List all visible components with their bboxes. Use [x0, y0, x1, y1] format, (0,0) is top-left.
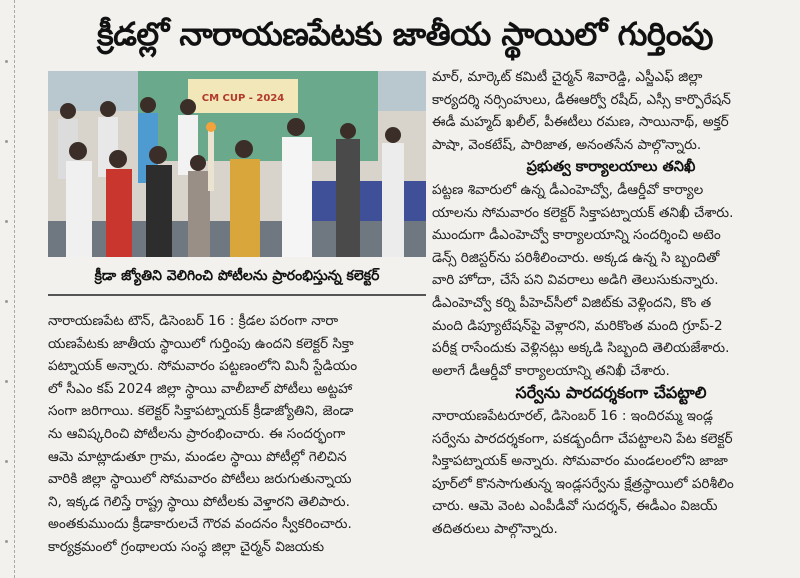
article-line: మంది డిప్యూటేషన్‌పై వెళ్లారని, మరికొంత మంది గ్రూప్-2: [432, 317, 723, 334]
article-line: కార్యదర్శి నర్సింహులు, డీఈఆర్వో రషీద్, ఎస్సీ కార్పొరేషన్: [432, 91, 731, 108]
photo-caption: క్రీడా జ్యోతిని వెలిగించి పోటీలను ప్రారంభిస్తున్న కలెక్టర్: [48, 258, 426, 296]
article-line: ను ఆవిష్కరించి పోటీలను ప్రారంభించారు. ఈ సందర్భంగా: [48, 425, 346, 442]
article-line: నారాయణపేట టౌన్, డిసెంబర్ 16 : క్రీడల పరంగా నారా: [48, 313, 339, 329]
article-line: ఆమె మాట్లాడుతూ గ్రామ, మండల స్థాయి పోటీల్లో గెలిచిన: [48, 448, 347, 465]
left-column: [48, 310, 426, 559]
article-line: పరీక్ష రాసేందుకు వెళ్లినట్లు అక్కడి సిబ్బంది తెలియజేశారు.: [432, 340, 730, 357]
article-line: సిక్తాపట్నాయక్ అన్నారు. సోమవారం మండలంలోని జాజా: [432, 453, 728, 470]
article-line: వారి హోదా, చేసే పని వివరాలు అడిగి తెలుసుకున్నారు.: [432, 272, 719, 289]
article-line: నారాయణపేటరూరల్, డిసెంబర్ 16 : ఇందిరమ్మ ఇండ్ల: [432, 407, 713, 424]
article-line: వారికి జిల్లా స్థాయిలో సోమవారం పోటీలు జరుగుతున్నాయ: [48, 471, 352, 488]
article-line: ఈడీ మహ్మద్ ఖలీల్, పీఈటీలు రమణ, సాయినాథ్, అక్తర్: [432, 114, 729, 131]
article-line: ముందుగా డీఎంహెచ్వో కార్యాలయాన్ని సందర్శించి అటెం: [432, 227, 721, 244]
article-line: యాలను సోమవారం కలెక్టర్ సిక్తాపట్నాయక్ తనిఖీ చేశారు.: [432, 204, 734, 221]
article-line: కార్యక్రమంలో గ్రంథాలయ సంస్థ జిల్లా చైర్మన్ విజయకు: [48, 538, 325, 555]
article-line: పట్నాయక్ అన్నారు. సోమవారం పట్టణంలోని మినీ స్టేడియం: [48, 358, 358, 375]
right-column: [432, 66, 790, 540]
fold-margin: [0, 0, 15, 578]
news-photo: [48, 71, 426, 257]
article-line: సంగా జరిగాయి. కలెక్టర్ సిక్తాపట్నాయక్ క్రీడాజ్యోతిని, జెండా: [48, 403, 354, 420]
article-line: చారు. ఆమె వెంట ఎంపీడీవో సుదర్శన్, ఈడీఎం విజయ్: [432, 498, 718, 515]
subheading-office-inspection: ప్రభుత్వ కార్యాలయాలు తనిఖీ: [526, 159, 696, 176]
article-line: లో సీఎం కప్ 2024 జిల్లా స్థాయి వాలీబాల్ పోటీలు అట్టహా: [48, 380, 353, 397]
article-line: అంతకుముందు క్రీడాకారులచే గౌరవ వందనం స్వీకరించారు.: [48, 516, 352, 533]
event-photo-illustration: [48, 71, 426, 257]
headline: క్రీడల్లో నారాయణపేటకు జాతీయ స్థాయిలో గుర్తింపు: [96, 15, 713, 53]
photo-banner-text: CM CUP - 2024: [201, 93, 285, 104]
article-line: యణపేటకు జాతీయ స్థాయిలో గుర్తింపు ఉందని కలెక్టర్ సిక్తా: [48, 335, 354, 352]
article-line: పాషా, వెంకటేష్, పారిజాత, అనంతసేన పాల్గొన్నారు.: [432, 136, 702, 153]
article-line: సర్వేను పారదర్శకంగా, పకడ్బందీగా చేపట్టాలని పేట కలెక్టర్: [432, 430, 733, 447]
article-line: తదితరులు పాల్గొన్నారు.: [432, 520, 558, 537]
subheading-survey: సర్వేను పారదర్శకంగా చేపట్టాలి: [515, 383, 707, 403]
article-line: డీఎంహెచ్వో కర్ని పీహెచ్‌సీలో విజిట్‌కు వెళ్లిందని, కొం త: [432, 294, 712, 311]
article-line: పట్టణ శివారులో ఉన్న డీఎంహెచ్వో, డీఆర్డీవో కార్యాల: [432, 181, 704, 198]
article-line: ని, ఇక్కడ గెలిస్తే రాష్ట్ర స్థాయి పోటీలకు వెళ్తారని తెలిపారు.: [48, 493, 350, 510]
article-line: డెన్స్ రిజిస్టర్‌ను పరిశీలించారు. అక్కడ ఉన్న సి బ్బందితో: [432, 249, 720, 266]
article-line: పూర్‌లో కొనసాగుతున్న ఇండ్లసర్వేను క్షేత్రస్థాయిలో పరిశీలిం: [432, 475, 734, 492]
article-line: మార్, మార్కెట్ కమిటీ చైర్మన్ శివారెడ్డి, ఎస్జీఎఫ్ జిల్లా: [432, 69, 703, 85]
article-line: అలాగే డీఆర్డీవో కార్యాలయాన్ని తనిఖీ చేశారు.: [432, 362, 670, 379]
